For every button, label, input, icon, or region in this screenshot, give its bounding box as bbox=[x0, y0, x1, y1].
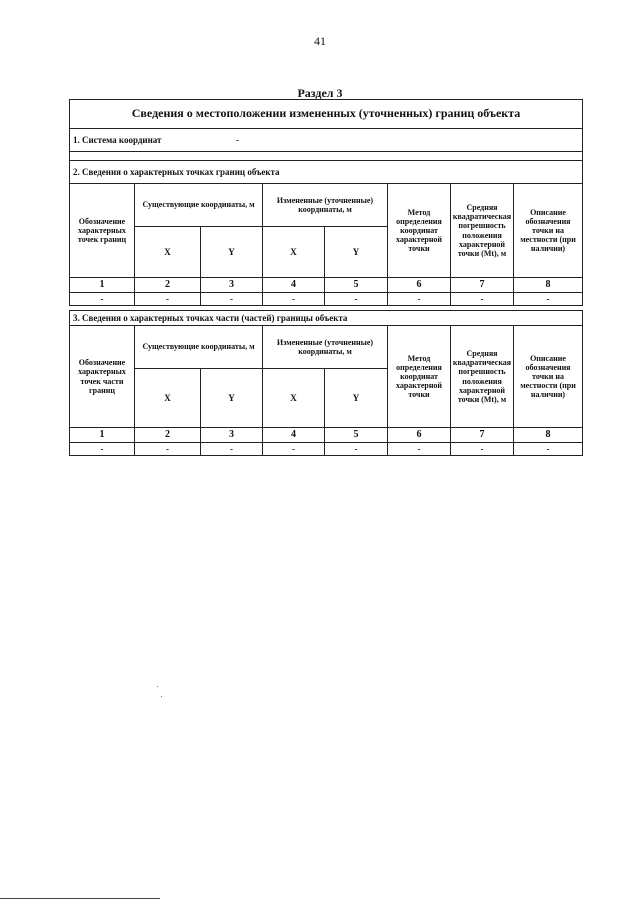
block2-cell-7: - bbox=[451, 293, 514, 306]
block2-data-row bbox=[70, 293, 583, 306]
spacer-row bbox=[70, 152, 583, 161]
block2-num-2: 2 bbox=[135, 278, 201, 293]
block3-cell-6: - bbox=[388, 443, 451, 456]
block3-number-row bbox=[70, 428, 583, 443]
block3-cell-4: - bbox=[263, 443, 325, 456]
block3-existing-y: Y bbox=[201, 369, 263, 428]
block2-num-6: 6 bbox=[388, 278, 451, 293]
section-title: Раздел 3 bbox=[297, 86, 343, 100]
block3-cell-5: - bbox=[325, 443, 388, 456]
block2-number-row bbox=[70, 278, 583, 293]
block2-num-3: 3 bbox=[201, 278, 263, 293]
block3-changed-y: Y bbox=[325, 369, 388, 428]
block2-title: 2. Сведения о характерных точках границ объекта bbox=[70, 161, 583, 184]
block3-col-designation: Обозначение характерных точек части границ bbox=[70, 326, 135, 428]
block2-num-1: 1 bbox=[70, 278, 135, 293]
block2-cell-5: - bbox=[325, 293, 388, 306]
block3-cell-2: - bbox=[135, 443, 201, 456]
block3-col-error: Средняя квадратическая погрешность положения характерной точки (Mt), м bbox=[451, 326, 514, 428]
block3-col-method: Метод определения координат характерной точки bbox=[388, 326, 451, 428]
block3-num-5: 5 bbox=[325, 428, 388, 443]
main-title: Сведения о местоположении измененных (уточненных) границ объекта bbox=[70, 100, 583, 129]
block2-col-designation: Обозначение характерных точек границ bbox=[70, 184, 135, 278]
block3-num-6: 6 bbox=[388, 428, 451, 443]
block2-changed-y: Y bbox=[325, 227, 388, 278]
scan-speck bbox=[157, 686, 158, 687]
block3-cell-1: - bbox=[70, 443, 135, 456]
block3-col-description: Описание обозначения точки на местности (при наличии) bbox=[514, 326, 583, 428]
block3-title: 3. Сведения о характерных точках части (частей) границы объекта bbox=[70, 311, 583, 326]
block3-num-1: 1 bbox=[70, 428, 135, 443]
block2-col-changed: Измененные (уточненные) координаты, м bbox=[263, 184, 388, 227]
coord-system-value: - bbox=[235, 134, 239, 145]
block3-cell-3: - bbox=[201, 443, 263, 456]
block2-num-7: 7 bbox=[451, 278, 514, 293]
block2-cell-1: - bbox=[70, 293, 135, 306]
block2-col-description: Описание обозначения точки на местности (при наличии) bbox=[514, 184, 583, 278]
block2-changed-x: X bbox=[263, 227, 325, 278]
block3-num-8: 8 bbox=[514, 428, 583, 443]
block3-num-3: 3 bbox=[201, 428, 263, 443]
block2-cell-8: - bbox=[514, 293, 583, 306]
block3-num-4: 4 bbox=[263, 428, 325, 443]
block2-col-error: Средняя квадратическая погрешность положения характерной точки (Mt), м bbox=[451, 184, 514, 278]
block2-col-existing: Существующие координаты, м bbox=[135, 184, 263, 227]
block2-cell-2: - bbox=[135, 293, 201, 306]
block2-col-method: Метод определения координат характерной точки bbox=[388, 184, 451, 278]
block2-cell-6: - bbox=[388, 293, 451, 306]
block2-cell-3: - bbox=[201, 293, 263, 306]
block2-existing-x: X bbox=[135, 227, 201, 278]
block2-existing-y: Y bbox=[201, 227, 263, 278]
boundary-document bbox=[69, 99, 582, 456]
block3-existing-x: X bbox=[135, 369, 201, 428]
block2-num-8: 8 bbox=[514, 278, 583, 293]
coord-system-label: 1. Система координат bbox=[73, 134, 162, 145]
block3-col-changed: Измененные (уточненные) координаты, м bbox=[263, 326, 388, 369]
block3-col-existing: Существующие координаты, м bbox=[135, 326, 263, 369]
block3-data-row bbox=[70, 443, 583, 456]
block3-cell-8: - bbox=[514, 443, 583, 456]
boundary-table bbox=[69, 99, 583, 456]
coord-system-row bbox=[70, 129, 583, 152]
block3-cell-7: - bbox=[451, 443, 514, 456]
bottom-rule bbox=[0, 898, 160, 899]
block2-cell-4: - bbox=[263, 293, 325, 306]
block3-num-2: 2 bbox=[135, 428, 201, 443]
block3-num-7: 7 bbox=[451, 428, 514, 443]
scan-speck bbox=[161, 696, 162, 697]
block2-num-4: 4 bbox=[263, 278, 325, 293]
page-number: 41 bbox=[314, 34, 326, 48]
block3-changed-x: X bbox=[263, 369, 325, 428]
block2-num-5: 5 bbox=[325, 278, 388, 293]
